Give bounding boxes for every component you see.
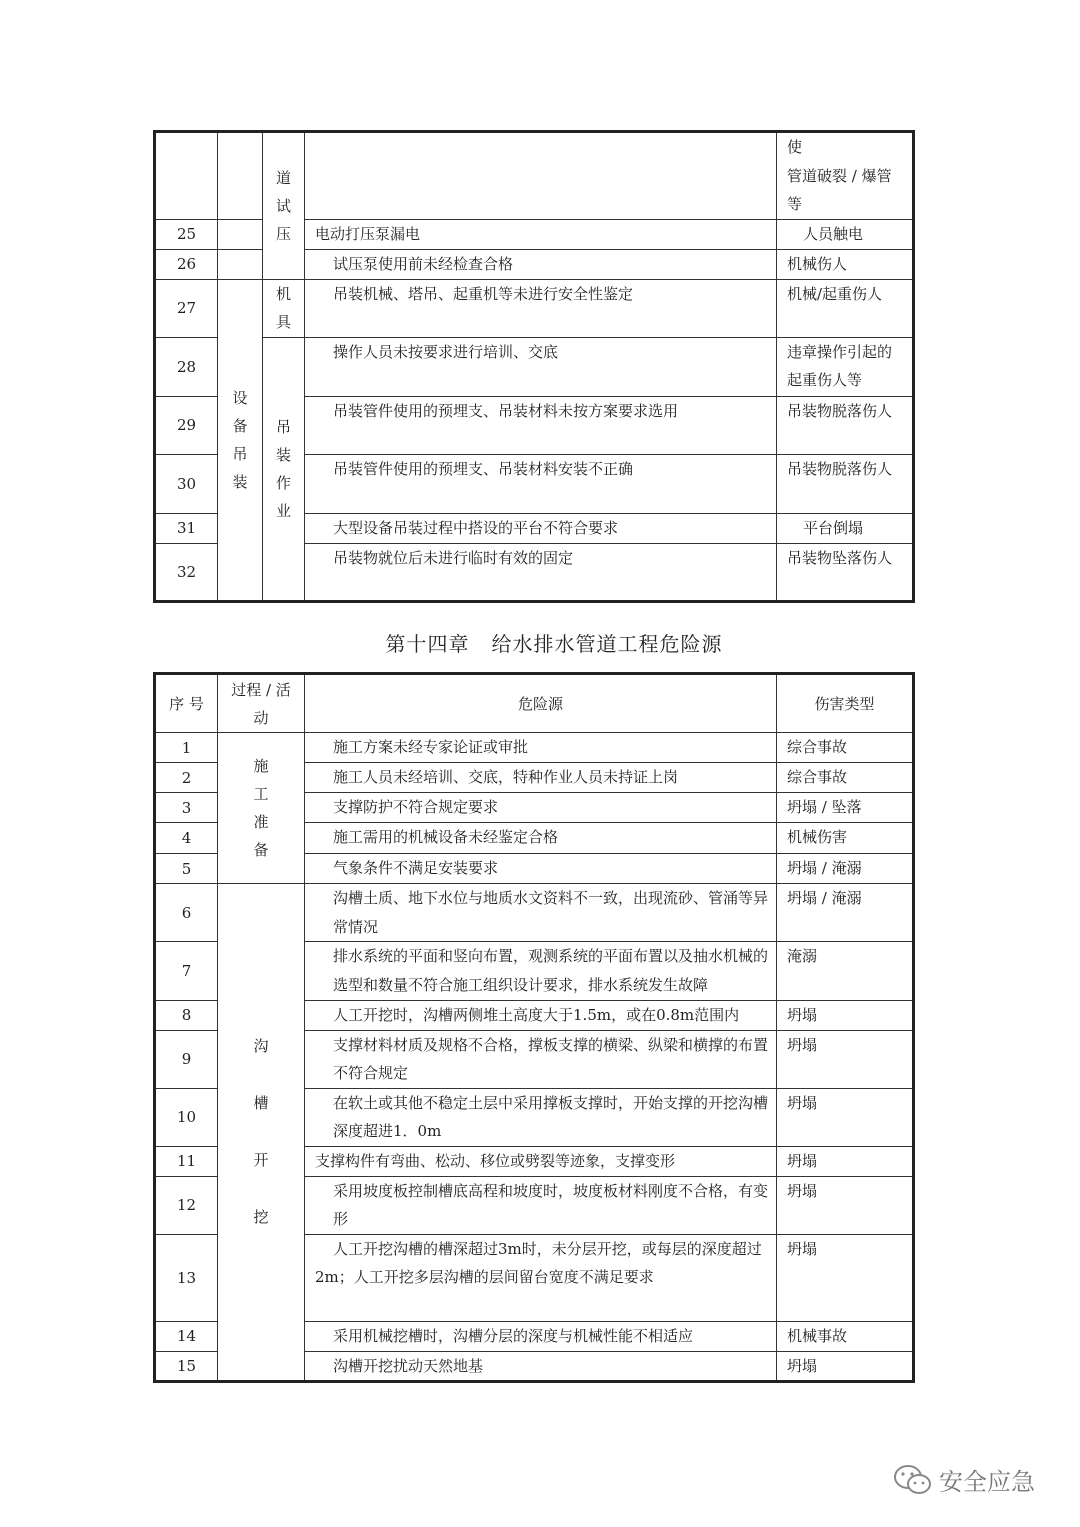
group-label: 设备吊装 <box>232 388 248 491</box>
header-hazard: 危险源 <box>305 674 777 733</box>
type-text: 淹溺 <box>777 942 914 1001</box>
subgroup-cell <box>263 132 305 280</box>
hazard-text: 人工开挖沟槽的槽深超过3m时，未分层开挖，或每层的深度超过 <box>333 1239 762 1258</box>
group-cell <box>218 884 305 1382</box>
hazard-text: 操作人员未按要求进行培训、交底 <box>305 337 777 396</box>
type-text: 坍塌 / 淹溺 <box>777 884 914 942</box>
group-cell <box>218 733 305 884</box>
group-label: 沟槽开挖 <box>253 1037 269 1226</box>
header-activity: 过程 / 活动 <box>218 674 305 733</box>
type-text: 综合事故 <box>777 733 914 763</box>
type-text: 坍塌 / 淹溺 <box>777 854 914 884</box>
hazard-cell <box>305 132 777 220</box>
subgroup-label: 机具 <box>275 285 291 331</box>
group-cell <box>218 279 263 601</box>
row-number: 26 <box>155 249 218 279</box>
watermark-text: 安全应急 <box>939 1468 1035 1496</box>
chapter-number: 第十四章 <box>385 632 470 656</box>
type-text: 机械事故 <box>777 1321 914 1351</box>
table-row <box>155 279 914 337</box>
hazard-text: 电动打压泵漏电 <box>305 219 777 249</box>
row-number: 3 <box>155 793 218 823</box>
hazard-text: 2m；人工开挖多层沟槽的层间留台宽度不满足要求 <box>315 1268 654 1286</box>
group-label: 施工准备 <box>253 757 269 859</box>
hazard-text: 排水系统的平面和竖向布置，观测系统的平面布置以及抽水机械的选型和数量不符合施工组织设计要求，排水系统发生故障 <box>305 942 777 1001</box>
row-number: 7 <box>155 942 218 1001</box>
group-cell <box>218 219 263 249</box>
table-row <box>155 733 914 763</box>
table-row <box>155 337 914 396</box>
type-cell <box>777 132 914 220</box>
hazard-text: 支撑构件有弯曲、松动、移位或劈裂等迹象，支撑变形 <box>305 1146 777 1176</box>
row-number: 28 <box>155 337 218 396</box>
subgroup-cell <box>263 337 305 601</box>
hazard-text: 施工需用的机械设备未经鉴定合格 <box>305 823 777 854</box>
hazard-text: 气象条件不满足安装要求 <box>305 854 777 884</box>
header-no: 序 号 <box>155 674 218 733</box>
type-text: 坍塌 <box>777 1234 914 1321</box>
type-text: 管道破裂 / 爆管等 <box>787 166 892 213</box>
table-row <box>155 884 914 942</box>
hazard-text: 吊装机械、塔吊、起重机等未进行安全性鉴定 <box>305 279 777 337</box>
type-text: 吊装物脱落伤人 <box>777 454 914 513</box>
hazard-text: 施工人员未经培训、交底，特种作业人员未持证上岗 <box>305 763 777 793</box>
row-number: 15 <box>155 1351 218 1382</box>
wechat-icon <box>893 1463 933 1497</box>
type-text: 吊装物坠落伤人 <box>777 543 914 601</box>
hazard-text: 采用机械挖槽时，沟槽分层的深度与机械性能不相适应 <box>305 1321 777 1351</box>
row-number: 12 <box>155 1176 218 1234</box>
row-number: 32 <box>155 543 218 601</box>
type-text: 综合事故 <box>777 763 914 793</box>
table-row <box>155 132 914 220</box>
row-number: 14 <box>155 1321 218 1351</box>
group-cell <box>218 132 263 220</box>
watermark <box>893 1462 1035 1497</box>
type-text: 违章操作引起的起重伤人等 <box>777 337 914 396</box>
row-number: 2 <box>155 763 218 793</box>
hazard-text: 试压泵使用前未经检查合格 <box>305 249 777 279</box>
type-text: 人员触电 <box>777 219 914 249</box>
type-text: 坍塌 <box>777 1351 914 1382</box>
hazard-table <box>153 672 915 1383</box>
row-number: 31 <box>155 513 218 543</box>
row-number: 27 <box>155 279 218 337</box>
hazard-text: 大型设备吊装过程中搭设的平台不符合要求 <box>305 513 777 543</box>
type-text: 坍塌 <box>777 1001 914 1031</box>
row-number: 4 <box>155 823 218 854</box>
type-text: 坍塌 <box>777 1146 914 1176</box>
subgroup-cell <box>263 279 305 337</box>
type-text: 机械伤害 <box>777 823 914 854</box>
hazard-table-continued <box>153 130 915 603</box>
type-text: 使 <box>787 138 803 156</box>
hazard-text: 人工开挖时，沟槽两侧堆土高度大于1.5m，或在0.8m范围内 <box>305 1001 777 1031</box>
subgroup-label: 吊装作业 <box>275 417 291 520</box>
hazard-text: 采用坡度板控制槽底高程和坡度时，坡度板材料刚度不合格，有变形 <box>305 1176 777 1234</box>
table-header-row <box>155 674 914 733</box>
row-number: 9 <box>155 1030 218 1088</box>
type-text: 坍塌 / 坠落 <box>777 793 914 823</box>
group-cell <box>218 249 263 279</box>
hazard-text: 支撑防护不符合规定要求 <box>305 793 777 823</box>
hazard-text: 在软土或其他不稳定土层中采用撑板支撑时，开始支撑的开挖沟槽深度超进1．0m <box>305 1088 777 1146</box>
type-text: 坍塌 <box>777 1088 914 1146</box>
type-text: 平台倒塌 <box>777 513 914 543</box>
hazard-text: 吊装物就位后未进行临时有效的固定 <box>305 543 777 601</box>
hazard-text: 吊装管件使用的预埋支、吊装材料安装不正确 <box>305 454 777 513</box>
hazard-text: 吊装管件使用的预埋支、吊装材料未按方案要求选用 <box>305 396 777 454</box>
row-number: 11 <box>155 1146 218 1176</box>
type-text: 机械伤人 <box>777 249 914 279</box>
row-number: 8 <box>155 1001 218 1031</box>
type-text: 机械/起重伤人 <box>777 279 914 337</box>
row-number: 30 <box>155 454 218 513</box>
row-number-cell <box>155 132 218 220</box>
row-number: 13 <box>155 1234 218 1321</box>
header-type: 伤害类型 <box>777 674 914 733</box>
row-number: 6 <box>155 884 218 942</box>
chapter-title <box>0 628 1080 657</box>
row-number: 29 <box>155 396 218 454</box>
hazard-text: 支撑材料材质及规格不合格，撑板支撑的横梁、纵梁和横撑的布置不符合规定 <box>305 1030 777 1088</box>
row-number: 10 <box>155 1088 218 1146</box>
type-text: 吊装物脱落伤人 <box>777 396 914 454</box>
hazard-text: 沟槽开挖扰动天然地基 <box>305 1351 777 1382</box>
subgroup-label: 道试压 <box>275 168 291 243</box>
type-text: 坍塌 <box>777 1176 914 1234</box>
row-number: 1 <box>155 733 218 763</box>
row-number: 25 <box>155 219 218 249</box>
type-text: 坍塌 <box>777 1030 914 1088</box>
chapter-name: 给水排水管道工程危险源 <box>491 632 723 656</box>
hazard-text: 沟槽土质、地下水位与地质水文资料不一致，出现流砂、管涌等异常情况 <box>305 884 777 942</box>
row-number: 5 <box>155 854 218 884</box>
hazard-text: 施工方案未经专家论证或审批 <box>305 733 777 763</box>
hazard-cell <box>305 1234 777 1321</box>
